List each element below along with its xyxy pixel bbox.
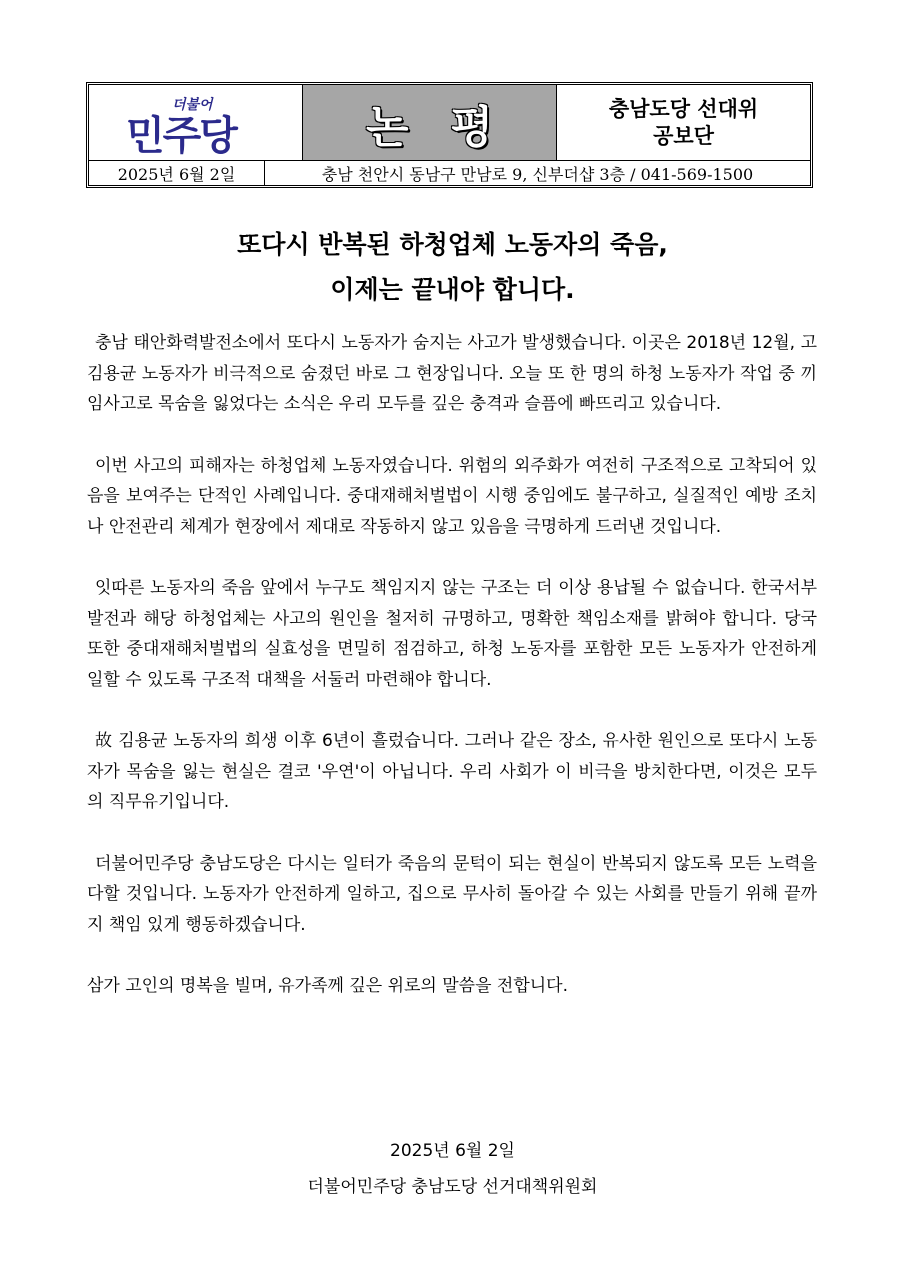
logo-small-text: 더불어 bbox=[172, 97, 213, 113]
header-bottom-row bbox=[89, 161, 810, 185]
paragraph: 삼가 고인의 명복을 빌며, 유가족께 깊은 위로의 말씀을 전합니다. bbox=[87, 976, 569, 996]
org-line-1: 충남도당 선대위 bbox=[608, 96, 759, 121]
header-table bbox=[86, 82, 813, 188]
paragraph: 충남 태안화력발전소에서 또다시 노동자가 숨지는 사고가 발생했습니다. 이곳은 2018년 12월, 고 김용균 노동자가 비극적으로 숨졌던 바로 그 현장입니다. 오늘 또 한 명의 하청 노동자가 작업 중 끼임사고로 목숨을 잃었다는 소식은 우리 모두를 깊은 충격과 슬픔에 빠뜨리고 있습니다. bbox=[87, 333, 817, 414]
closing-block bbox=[0, 1133, 905, 1205]
paragraph: 잇따른 노동자의 죽음 앞에서 누구도 책임지지 않는 구조는 더 이상 용납될 수 없습니다. 한국서부발전과 해당 하청업체는 사고의 원인을 철저히 규명하고, 명확한 책임소재를 밝혀야 합니다. 당국 또한 중대재해처벌법의 실효성을 면밀히 점검하고, 하청 노동자를 포함한 모든 노동자가 안전하게 일할 수 있도록 구조적 대책을 서둘러 마련해야 합니다. bbox=[87, 578, 817, 690]
paragraph: 故 김용균 노동자의 희생 이후 6년이 흘렀습니다. 그러나 같은 장소, 유사한 원인으로 또다시 노동자가 목숨을 잃는 현실은 결코 '우연'이 아닙니다. 우리 사회가 이 비극을 방치한다면, 이것은 모두의 직무유기입니다. bbox=[87, 731, 817, 812]
document-body bbox=[87, 328, 817, 1033]
closing-date: 2025년 6월 2일 bbox=[390, 1141, 515, 1161]
party-logo bbox=[89, 85, 303, 160]
paragraph: 이번 사고의 피해자는 하청업체 노동자였습니다. 위험의 외주화가 여전히 구조적으로 고착되어 있음을 보여주는 단적인 사례입니다. 중대재해처벌법이 시행 중임에도 불구하고, 실질적인 예방 조치나 안전관리 체계가 현장에서 제대로 작동하지 않고 있음을 극명하게 드러낸 것입니다. bbox=[87, 455, 817, 537]
commentary-badge: 논평 bbox=[303, 85, 557, 160]
org-line-2: 공보단 bbox=[653, 123, 714, 148]
header-date: 2025년 6월 2일 bbox=[89, 161, 265, 185]
organization-name bbox=[557, 85, 810, 160]
title-line-1: 또다시 반복된 하청업체 노동자의 죽음, bbox=[237, 230, 668, 259]
closing-signature: 더불어민주당 충남도당 선거대책위원회 bbox=[307, 1177, 598, 1197]
paragraph: 더불어민주당 충남도당은 다시는 일터가 죽음의 문턱이 되는 현실이 반복되지 않도록 모든 노력을 다할 것입니다. 노동자가 안전하게 일하고, 집으로 무사히 돌아갈 수 있는 사회를 만들기 위해 끝까지 책임 있게 행동하겠습니다. bbox=[87, 853, 817, 935]
title-line-2: 이제는 끝내야 합니다. bbox=[330, 275, 575, 304]
header-address: 충남 천안시 동남구 만남로 9, 신부더샵 3층 / 041-569-1500 bbox=[321, 164, 754, 184]
header-top-row bbox=[89, 85, 810, 161]
document-title bbox=[0, 222, 905, 312]
logo-big-text: 민주당 bbox=[126, 113, 236, 159]
